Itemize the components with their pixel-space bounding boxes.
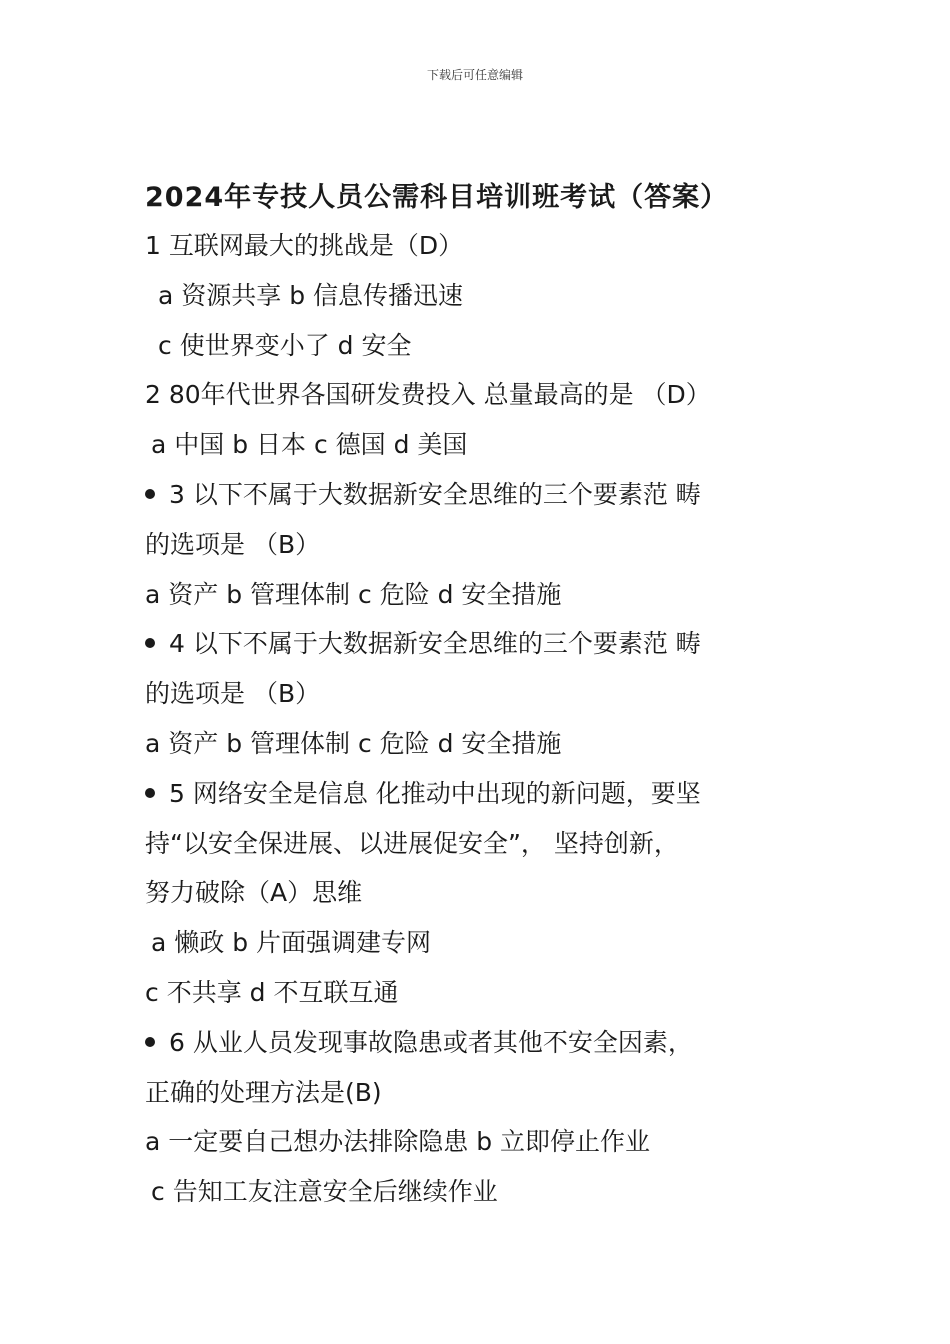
line-text: a 懒政 b 片面强调建专网 — [151, 928, 432, 958]
text-line — [145, 370, 815, 420]
question-line — [145, 1018, 815, 1068]
line-text: a 资源共享 b 信息传播迅速 — [158, 280, 464, 310]
line-text: 6 从业人员发现事故隐患或者其他不安全因素， — [169, 1027, 693, 1057]
text-line — [145, 321, 815, 371]
line-text: a 资产 b 管理体制 c 危险 d 安全措施 — [145, 579, 562, 609]
line-text: c 使世界变小了 d 安全 — [158, 330, 412, 360]
question-list — [145, 221, 815, 1217]
text-line — [145, 968, 815, 1018]
line-text: a 中国 b 日本 c 德国 d 美国 — [151, 430, 468, 460]
document-title: 2024年专技人员公需科目培训班考试（答案） — [145, 182, 729, 213]
line-text: 正确的处理方法是(B) — [145, 1077, 382, 1107]
line-text: 持“以安全保进展、以进展促安全”， 坚持创新， — [145, 828, 679, 858]
bullet-icon — [145, 1037, 155, 1047]
line-text: 的选项是 （B） — [145, 679, 321, 709]
line-text: 2 80年代世界各国研发费投入 总量最高的是 （D） — [145, 380, 711, 410]
text-line — [145, 570, 815, 620]
bullet-icon — [145, 638, 155, 648]
line-text: a 一定要自己想办法排除隐患 b 立即停止作业 — [145, 1127, 651, 1157]
line-text: c 不共享 d 不互联互通 — [145, 977, 399, 1007]
document-body — [145, 175, 815, 1217]
text-line — [145, 669, 815, 719]
line-text: 努力破除（A）思维 — [145, 878, 363, 908]
bullet-icon — [145, 489, 155, 499]
question-line — [145, 619, 815, 669]
line-text: a 资产 b 管理体制 c 危险 d 安全措施 — [145, 728, 562, 758]
text-line — [145, 1068, 815, 1118]
text-line — [145, 520, 815, 570]
line-text: 5 网络安全是信息 化推动中出现的新问题，要坚 — [169, 778, 701, 808]
line-text: 4 以下不属于大数据新安全思维的三个要素范 畴 — [169, 629, 701, 659]
text-line — [145, 221, 815, 271]
question-line — [145, 470, 815, 520]
text-line — [145, 918, 815, 968]
text-line — [145, 1167, 815, 1217]
text-line — [145, 1117, 815, 1167]
text-line — [145, 868, 815, 918]
line-text: 1 互联网最大的挑战是（D） — [145, 231, 464, 260]
header-note: 下载后可任意编辑 — [426, 68, 523, 82]
text-line — [145, 420, 815, 470]
bullet-icon — [145, 788, 155, 798]
text-line — [145, 719, 815, 769]
text-line — [145, 819, 815, 869]
question-line — [145, 769, 815, 819]
line-text: 3 以下不属于大数据新安全思维的三个要素范 畴 — [169, 479, 701, 509]
line-text: c 告知工友注意安全后继续作业 — [151, 1177, 498, 1207]
text-line — [145, 271, 815, 321]
line-text: 的选项是 （B） — [145, 529, 321, 559]
